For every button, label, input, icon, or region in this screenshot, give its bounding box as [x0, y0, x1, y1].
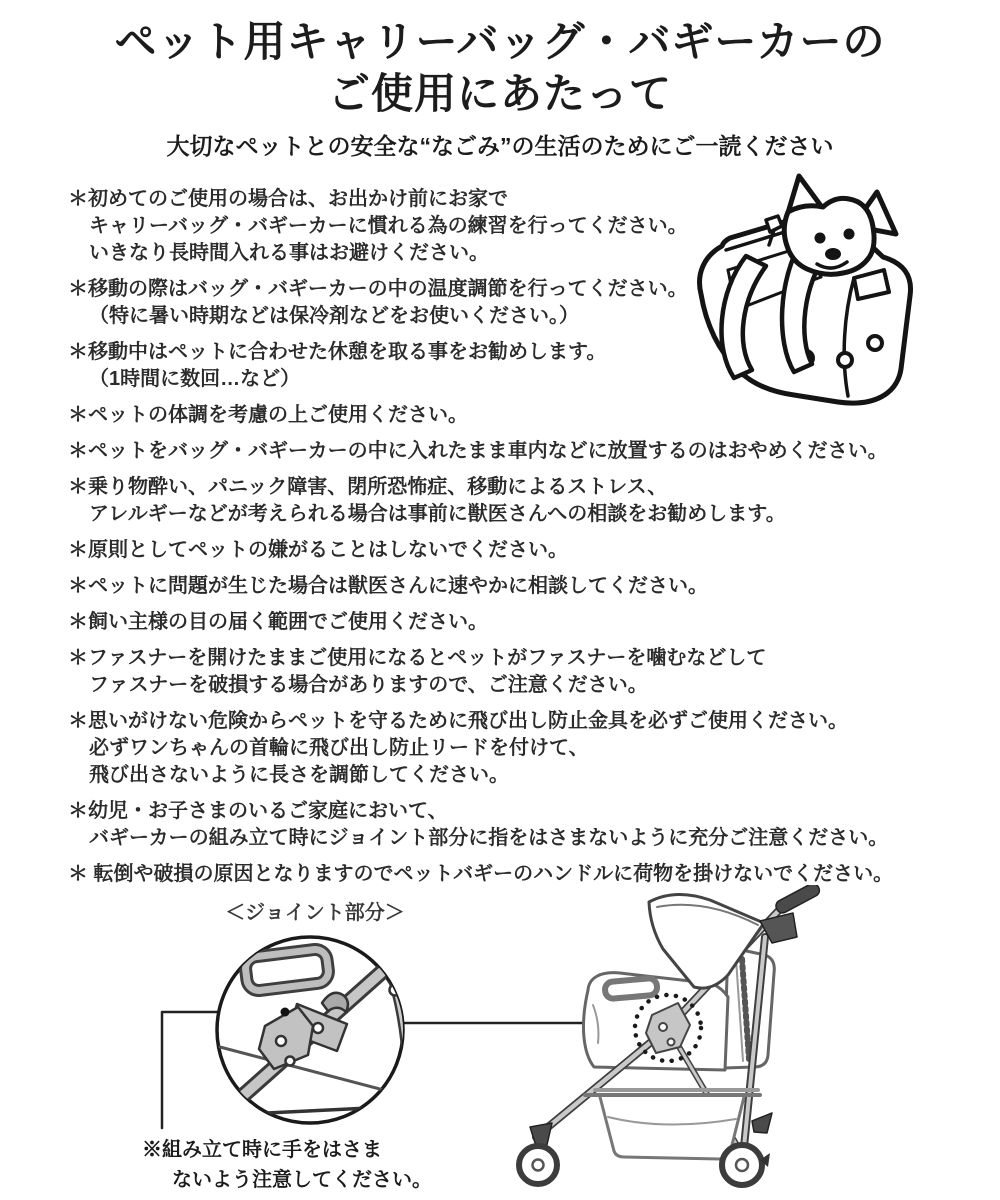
notice-line: ＊ファスナーを開けたままご使用になるとペットがファスナーを噛むなどして: [68, 647, 767, 669]
caption-line: ないよう注意してください。: [172, 1169, 432, 1191]
notice-item: [68, 645, 970, 699]
notice-item: [68, 573, 970, 600]
notice-item: [68, 438, 970, 465]
assembly-warning-caption: [142, 1135, 432, 1195]
notice-line: ＊幼児・お子さまのいるご家庭において、: [68, 800, 448, 822]
page-subtitle: 大切なペットとの安全な“なごみ”の生活のためにご一読ください: [166, 133, 834, 159]
pet-buggy-illustration: [519, 885, 821, 1185]
notice-line: ＊ペットの体調を考慮の上ご使用ください。: [68, 404, 468, 426]
notice-line: バギーカーの組み立て時にジョイント部分に指をはさまないように充分ご注意ください。: [89, 827, 889, 849]
pointer-dot: [281, 1008, 290, 1017]
notice-item: [68, 537, 970, 564]
notice-line: キャリーバッグ・バギーカーに慣れる為の練習を行ってください。: [89, 215, 688, 237]
notice-line: ＊移動中はペットに合わせた休憩を取る事をお勧めします。: [68, 341, 607, 363]
notice-line: 飛び出さないように長さを調節してください。: [89, 764, 509, 786]
joint-detail-magnified: [217, 937, 408, 1123]
notice-line: ＊ペットに問題が生じた場合は獣医さんに速やかに相談してください。: [68, 575, 708, 597]
page-title-line1: ペット用キャリーバッグ・バギーカーの: [114, 18, 886, 65]
notice-line: ＊移動の際はバッグ・バギーカーの中の温度調節を行ってください。: [68, 278, 688, 300]
buggy-handle-grip: [774, 885, 822, 915]
notice-line: 必ずワンちゃんの首輪に飛び出し防止リードを付けて、: [89, 737, 589, 759]
notice-line: ＊乗り物酔い、パニック障害、閉所恐怖症、移動によるストレス、: [68, 476, 668, 498]
notice-item: [68, 708, 970, 789]
notice-item: [68, 861, 970, 888]
joint-section-label: ＜ジョイント部分＞: [225, 902, 405, 924]
notice-item: [68, 798, 970, 852]
notice-item: [68, 609, 970, 636]
notice-line: アレルギーなどが考えられる場合は事前に獣医さんへの相談をお勧めします。: [89, 503, 786, 525]
notice-line: いきなり長時間入れる事はお避けください。: [89, 242, 489, 264]
notice-line: （特に暑い時期などは保冷剤などをお使いください。）: [89, 305, 579, 327]
notice-line: ＊思いがけない危険からペットを守るために飛び出し防止金具を必ずご使用ください。: [68, 710, 848, 732]
dog-in-carrier-bag-illustration: [686, 166, 971, 426]
notice-line: ＊初めてのご使用の場合は、お出かけ前にお家で: [68, 188, 508, 210]
caption-line: ※組み立て時に手をはさま: [142, 1139, 382, 1161]
notice-line: ＊ペットをバッグ・バギーカーの中に入れたまま車内などに放置するのはおやめください。: [68, 440, 888, 462]
notice-line: ＊原則としてペットの嫌がることはしないでください。: [68, 539, 568, 561]
notice-line: ＊飼い主様の目の届く範囲でご使用ください。: [68, 611, 488, 633]
notice-line: ファスナーを破損する場合がありますので、ご注意ください。: [89, 674, 648, 696]
page-title: [0, 0, 1000, 120]
notice-line: ＊ 転倒や破損の原因となりますのでペットバギーのハンドルに荷物を掛けないでください。: [68, 863, 894, 885]
storage-basket: [600, 1097, 744, 1159]
notice-line: （1時間に数回…など）: [89, 368, 301, 390]
notice-item: [68, 474, 970, 528]
page-title-line2: ご使用にあたって: [327, 70, 672, 117]
